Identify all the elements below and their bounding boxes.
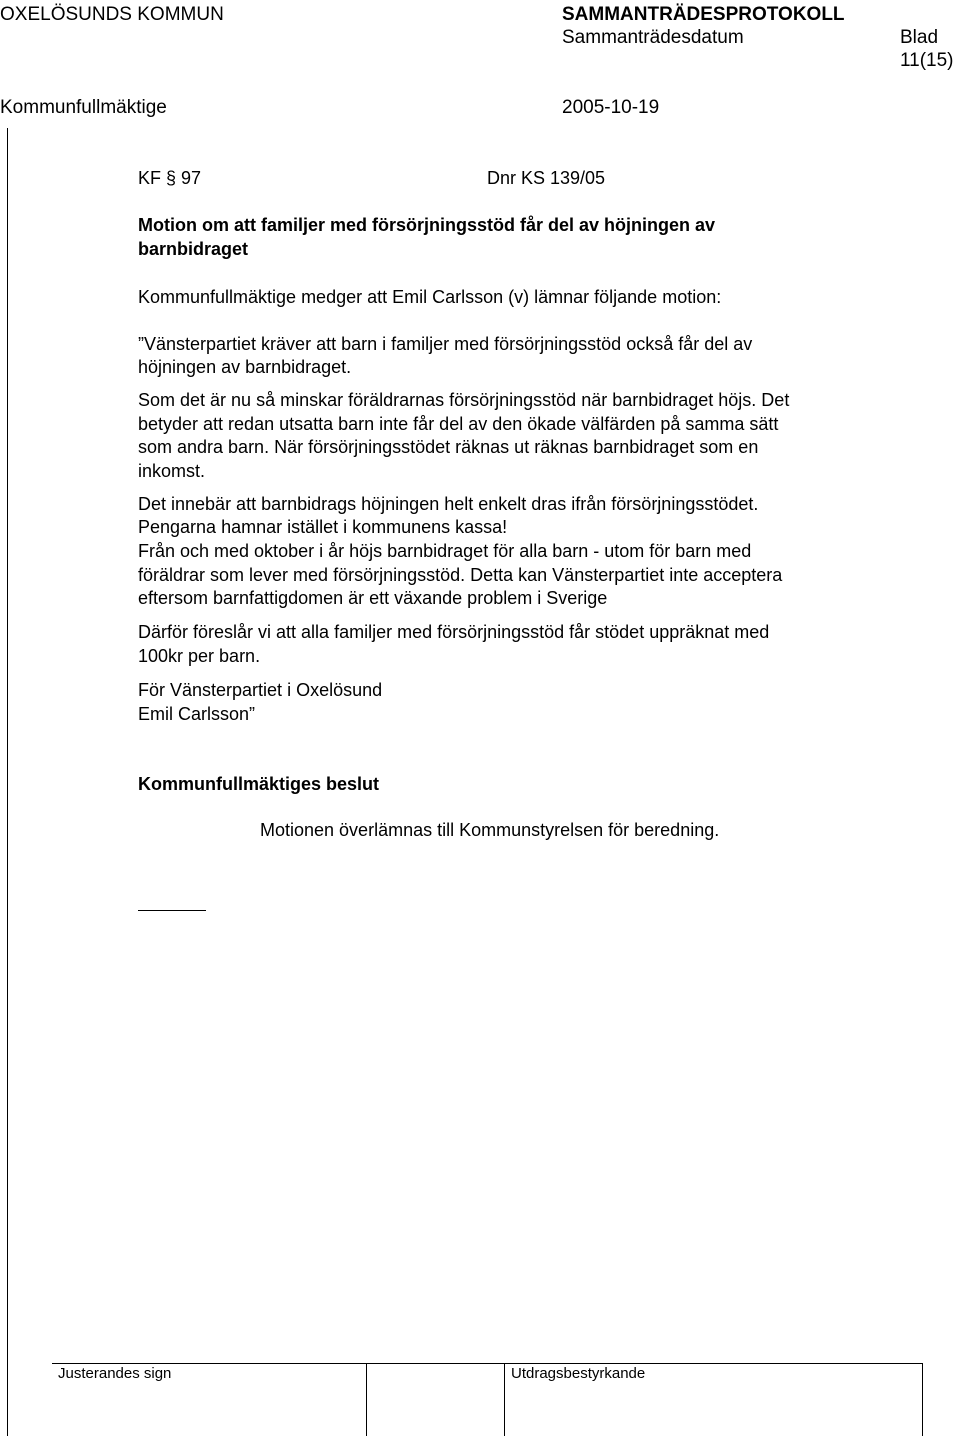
diary-number: Dnr KS 139/05 (487, 168, 606, 188)
motion-line: 100kr per barn. (138, 646, 261, 666)
motion-line: inkomst. (138, 461, 206, 481)
motion-signature-line2: Emil Carlsson” (138, 704, 256, 724)
meeting-date: 2005-10-19 (562, 97, 660, 118)
assembly-name: Kommunfullmäktige (0, 97, 167, 118)
footer-divider (366, 1363, 367, 1436)
motion-line: höjningen av barnbidraget. (138, 357, 352, 377)
page-number: 11(15) (900, 50, 954, 71)
section-end-rule (138, 910, 206, 911)
motion-line: Som det är nu så minskar föräldrarnas försörjningsstöd när barnbidraget höjs. Det (138, 390, 790, 410)
justerandes-sign-label: Justerandes sign (58, 1365, 172, 1382)
motion-signature-line1: För Vänsterpartiet i Oxelösund (138, 680, 383, 700)
item-title-line1: Motion om att familjer med försörjningsstöd får del av höjningen av (138, 215, 716, 235)
item-number: KF § 97 (138, 168, 202, 188)
motion-line: betyder att redan utsatta barn inte får del av den ökade välfärden på samma sätt (138, 414, 779, 434)
motion-line: Pengarna hamnar istället i kommunens kassa! (138, 517, 508, 537)
document-type: SAMMANTRÄDESPROTOKOLL (562, 4, 845, 25)
footer-top-rule (52, 1363, 922, 1364)
footer-divider (922, 1363, 923, 1436)
motion-line: ”Vänsterpartiet kräver att barn i familjer med försörjningsstöd också får del av (138, 334, 753, 354)
item-title-line2: barnbidraget (138, 239, 249, 259)
motion-line: som andra barn. När försörjningsstödet räknas ut räknas barnbidraget som en (138, 437, 759, 457)
meeting-date-label: Sammanträdesdatum (562, 27, 744, 48)
margin-line (7, 128, 8, 1436)
intro-text: Kommunfullmäktige medger att Emil Carlsson (v) lämnar följande motion: (138, 287, 722, 307)
motion-line: Därför föreslår vi att alla familjer med försörjningsstöd får stödet uppräknat med (138, 622, 770, 642)
utdragsbestyrkande-label: Utdragsbestyrkande (511, 1365, 646, 1382)
decision-heading: Kommunfullmäktiges beslut (138, 774, 380, 794)
page-label: Blad (900, 27, 939, 48)
motion-line: Det innebär att barnbidrags höjningen helt enkelt dras ifrån försörjningsstödet. (138, 494, 759, 514)
motion-line: Från och med oktober i år höjs barnbidraget för alla barn - utom för barn med (138, 541, 752, 561)
motion-line: eftersom barnfattigdomen är ett växande problem i Sverige (138, 588, 608, 608)
organization-name: OXELÖSUNDS KOMMUN (0, 4, 224, 25)
motion-line: föräldrar som lever med försörjningsstöd. Detta kan Vänsterpartiet inte acceptera (138, 565, 783, 585)
footer-divider (504, 1363, 505, 1436)
decision-text: Motionen överlämnas till Kommunstyrelsen för beredning. (260, 820, 720, 840)
